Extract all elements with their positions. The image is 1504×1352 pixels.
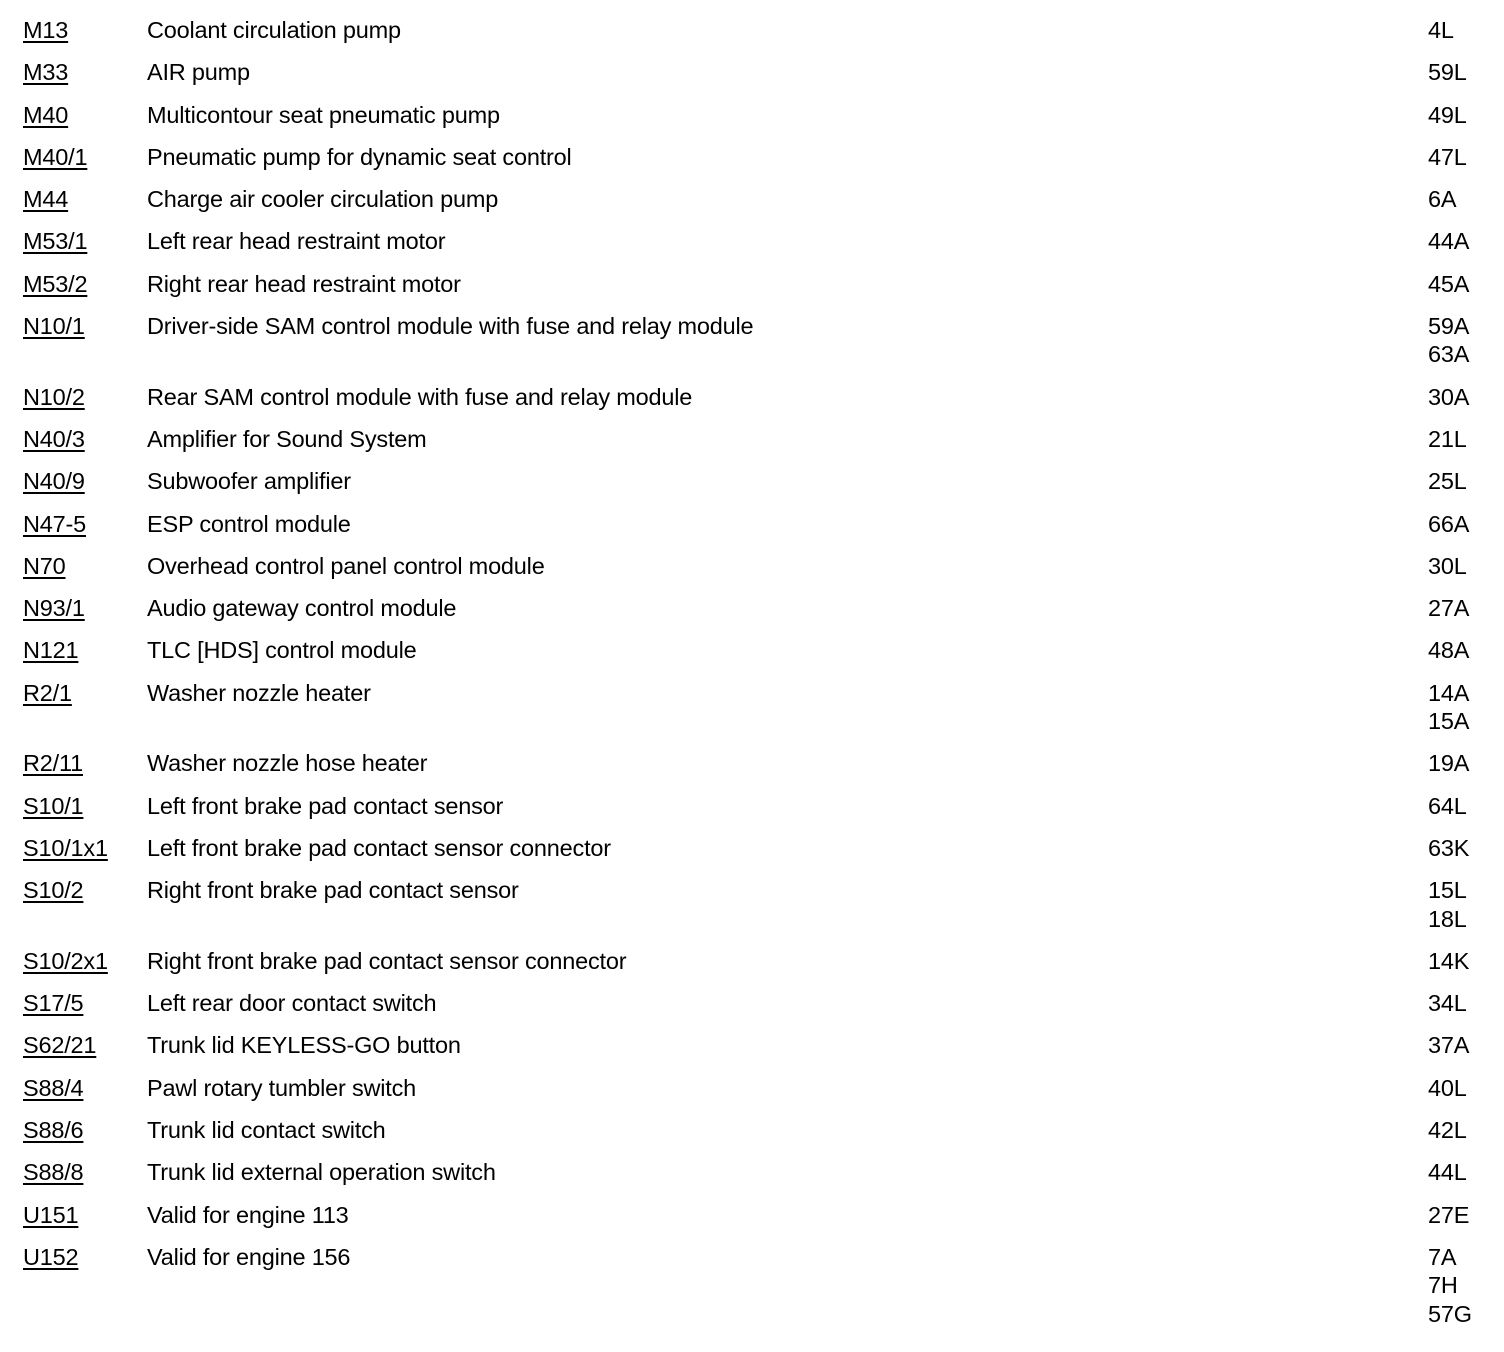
grid-location: 42L	[1428, 1117, 1467, 1144]
legend-row	[0, 467, 1504, 509]
legend-row	[0, 312, 1504, 383]
grid-locations	[1428, 185, 1504, 213]
component-code-cell	[0, 185, 147, 213]
legend-row	[0, 143, 1504, 185]
component-description: Subwoofer amplifier	[147, 468, 351, 495]
component-code-cell	[0, 834, 147, 862]
grid-location: 63A	[1428, 341, 1470, 368]
component-code-link[interactable]: N121	[23, 637, 79, 664]
grid-location: 66A	[1428, 510, 1470, 537]
grid-location: 49L	[1428, 101, 1467, 128]
grid-location: 40L	[1428, 1074, 1467, 1101]
legend-row	[0, 227, 1504, 269]
component-code-link[interactable]: S17/5	[23, 990, 84, 1017]
legend-row	[0, 270, 1504, 312]
grid-locations	[1428, 270, 1504, 298]
component-code-cell	[0, 58, 147, 86]
component-code-link[interactable]: N10/2	[23, 383, 85, 410]
component-description: Right rear head restraint motor	[147, 270, 461, 297]
grid-locations	[1428, 749, 1504, 777]
legend-row	[0, 834, 1504, 876]
component-code-link[interactable]: N93/1	[23, 595, 85, 622]
grid-locations	[1428, 467, 1504, 495]
component-description: Multicontour seat pneumatic pump	[147, 101, 500, 128]
grid-location: 14K	[1428, 947, 1470, 974]
component-code-cell	[0, 989, 147, 1017]
component-code-cell	[0, 1158, 147, 1186]
grid-locations	[1428, 636, 1504, 664]
component-description: Valid for engine 156	[147, 1243, 351, 1270]
component-description: Pawl rotary tumbler switch	[147, 1074, 417, 1101]
component-code-link[interactable]: S88/6	[23, 1117, 84, 1144]
grid-location: 30L	[1428, 552, 1467, 579]
component-code-cell	[0, 876, 147, 904]
component-description: Right front brake pad contact sensor	[147, 877, 519, 904]
legend-row	[0, 1201, 1504, 1243]
grid-locations	[1428, 989, 1504, 1017]
component-code-link[interactable]: N70	[23, 552, 66, 579]
component-code-link[interactable]: M33	[23, 59, 69, 86]
component-code-cell	[0, 679, 147, 707]
legend-row	[0, 16, 1504, 58]
grid-locations	[1428, 1116, 1504, 1144]
grid-location: 7A	[1428, 1243, 1457, 1270]
grid-location: 47L	[1428, 143, 1467, 170]
component-code-link[interactable]: N40/9	[23, 468, 85, 495]
grid-locations	[1428, 552, 1504, 580]
component-description: Pneumatic pump for dynamic seat control	[147, 143, 572, 170]
component-code-cell	[0, 312, 147, 340]
component-description: Coolant circulation pump	[147, 17, 401, 43]
grid-location: 44A	[1428, 228, 1470, 255]
component-code-cell	[0, 101, 147, 129]
grid-location: 18L	[1428, 905, 1467, 932]
grid-location: 37A	[1428, 1032, 1470, 1059]
component-code-link[interactable]: S10/1	[23, 792, 84, 819]
component-description: Rear SAM control module with fuse and relay module	[147, 383, 693, 410]
legend-row	[0, 510, 1504, 552]
component-code-cell	[0, 594, 147, 622]
grid-locations	[1428, 1074, 1504, 1102]
grid-location: 59L	[1428, 59, 1467, 86]
grid-locations	[1428, 510, 1504, 538]
grid-locations	[1428, 1243, 1504, 1328]
component-code-cell	[0, 792, 147, 820]
component-code-cell	[0, 425, 147, 453]
component-description: Right front brake pad contact sensor connector	[147, 947, 627, 974]
component-code-link[interactable]: N10/1	[23, 313, 85, 340]
legend-row	[0, 1116, 1504, 1158]
component-code-link[interactable]: M44	[23, 186, 69, 213]
grid-location: 34L	[1428, 990, 1467, 1017]
component-code-cell	[0, 947, 147, 975]
component-code-cell	[0, 749, 147, 777]
component-description: Left rear door contact switch	[147, 990, 437, 1017]
legend-row	[0, 383, 1504, 425]
component-code-cell	[0, 1243, 147, 1271]
component-legend-list	[0, 16, 1504, 1342]
grid-location: 7H	[1428, 1272, 1458, 1299]
component-description: ESP control module	[147, 510, 351, 537]
component-code-link[interactable]: S88/4	[23, 1074, 84, 1101]
component-description: Washer nozzle hose heater	[147, 750, 428, 777]
grid-location: 21L	[1428, 425, 1467, 452]
grid-locations	[1428, 16, 1504, 44]
component-code-link[interactable]: S10/2x1	[23, 947, 108, 974]
component-code-cell	[0, 1116, 147, 1144]
legend-row	[0, 552, 1504, 594]
component-code-link[interactable]: N47-5	[23, 510, 87, 537]
component-code-cell	[0, 227, 147, 255]
legend-row	[0, 1243, 1504, 1342]
legend-row	[0, 876, 1504, 947]
legend-row	[0, 679, 1504, 750]
grid-locations	[1428, 58, 1504, 86]
component-description: Left front brake pad contact sensor connector	[147, 834, 611, 861]
grid-locations	[1428, 1201, 1504, 1229]
grid-locations	[1428, 876, 1504, 933]
grid-locations	[1428, 1031, 1504, 1059]
legend-row	[0, 425, 1504, 467]
component-description: Left front brake pad contact sensor	[147, 792, 504, 819]
legend-row	[0, 1074, 1504, 1116]
component-code-cell	[0, 143, 147, 171]
grid-locations	[1428, 101, 1504, 129]
grid-location: 19A	[1428, 750, 1470, 777]
component-code-link[interactable]: S62/21	[23, 1032, 97, 1059]
legend-row	[0, 594, 1504, 636]
component-description: Charge air cooler circulation pump	[147, 186, 499, 213]
legend-row	[0, 185, 1504, 227]
legend-row	[0, 989, 1504, 1031]
legend-row	[0, 792, 1504, 834]
grid-locations	[1428, 143, 1504, 171]
grid-locations	[1428, 383, 1504, 411]
component-code-link[interactable]: N40/3	[23, 425, 85, 452]
grid-location: 15L	[1428, 877, 1467, 904]
component-code-cell	[0, 1201, 147, 1229]
component-code-link[interactable]: S10/1x1	[23, 834, 108, 861]
grid-locations	[1428, 594, 1504, 622]
legend-row	[0, 947, 1504, 989]
grid-locations	[1428, 312, 1504, 369]
grid-location: 27A	[1428, 595, 1470, 622]
legend-row	[0, 749, 1504, 791]
component-code-cell	[0, 552, 147, 580]
legend-row	[0, 1158, 1504, 1200]
grid-locations	[1428, 227, 1504, 255]
grid-locations	[1428, 425, 1504, 453]
grid-locations	[1428, 947, 1504, 975]
legend-row	[0, 101, 1504, 143]
component-code-cell	[0, 636, 147, 664]
grid-location: 4L	[1428, 17, 1454, 43]
component-code-cell	[0, 383, 147, 411]
component-description: Amplifier for Sound System	[147, 425, 427, 452]
grid-location: 27E	[1428, 1201, 1470, 1228]
component-description: Audio gateway control module	[147, 595, 457, 622]
component-description: Left rear head restraint motor	[147, 228, 446, 255]
grid-location: 57G	[1428, 1300, 1472, 1327]
component-code-link[interactable]: M53/1	[23, 228, 88, 255]
component-code-link[interactable]: M40	[23, 101, 69, 128]
component-code-link[interactable]: R2/11	[23, 750, 83, 777]
legend-row	[0, 636, 1504, 678]
component-description: Trunk lid contact switch	[147, 1117, 386, 1144]
legend-row	[0, 1031, 1504, 1073]
component-description: Driver-side SAM control module with fuse and relay module	[147, 313, 754, 340]
component-code-link[interactable]: S88/8	[23, 1159, 84, 1186]
component-code-cell	[0, 1074, 147, 1102]
component-description: Overhead control panel control module	[147, 552, 545, 579]
component-description: TLC [HDS] control module	[147, 637, 417, 664]
grid-locations	[1428, 679, 1504, 736]
grid-location: 30A	[1428, 383, 1470, 410]
grid-locations	[1428, 1158, 1504, 1186]
component-code-link[interactable]: M13	[23, 17, 69, 43]
component-description: Washer nozzle heater	[147, 679, 371, 706]
legend-row	[0, 58, 1504, 100]
grid-location: 64L	[1428, 792, 1467, 819]
grid-location: 6A	[1428, 186, 1457, 213]
component-code-cell	[0, 16, 147, 44]
grid-location: 63K	[1428, 834, 1470, 861]
component-description: AIR pump	[147, 59, 250, 86]
grid-location: 14A	[1428, 679, 1470, 706]
grid-location: 44L	[1428, 1159, 1467, 1186]
grid-location: 48A	[1428, 637, 1470, 664]
grid-location: 15A	[1428, 708, 1470, 735]
component-code-cell	[0, 467, 147, 495]
component-code-link[interactable]: R2/1	[23, 679, 72, 706]
grid-location: 59A	[1428, 313, 1470, 340]
component-code-link[interactable]: S10/2	[23, 877, 84, 904]
grid-locations	[1428, 792, 1504, 820]
component-description: Valid for engine 113	[147, 1201, 349, 1228]
component-description: Trunk lid KEYLESS-GO button	[147, 1032, 461, 1059]
component-code-link[interactable]: M53/2	[23, 270, 88, 297]
component-code-cell	[0, 510, 147, 538]
component-code-link[interactable]: U152	[23, 1243, 79, 1270]
grid-locations	[1428, 834, 1504, 862]
component-code-link[interactable]: M40/1	[23, 143, 88, 170]
component-code-link[interactable]: U151	[23, 1201, 79, 1228]
component-description: Trunk lid external operation switch	[147, 1159, 496, 1186]
component-code-cell	[0, 1031, 147, 1059]
component-code-cell	[0, 270, 147, 298]
grid-location: 45A	[1428, 270, 1470, 297]
grid-location: 25L	[1428, 468, 1467, 495]
